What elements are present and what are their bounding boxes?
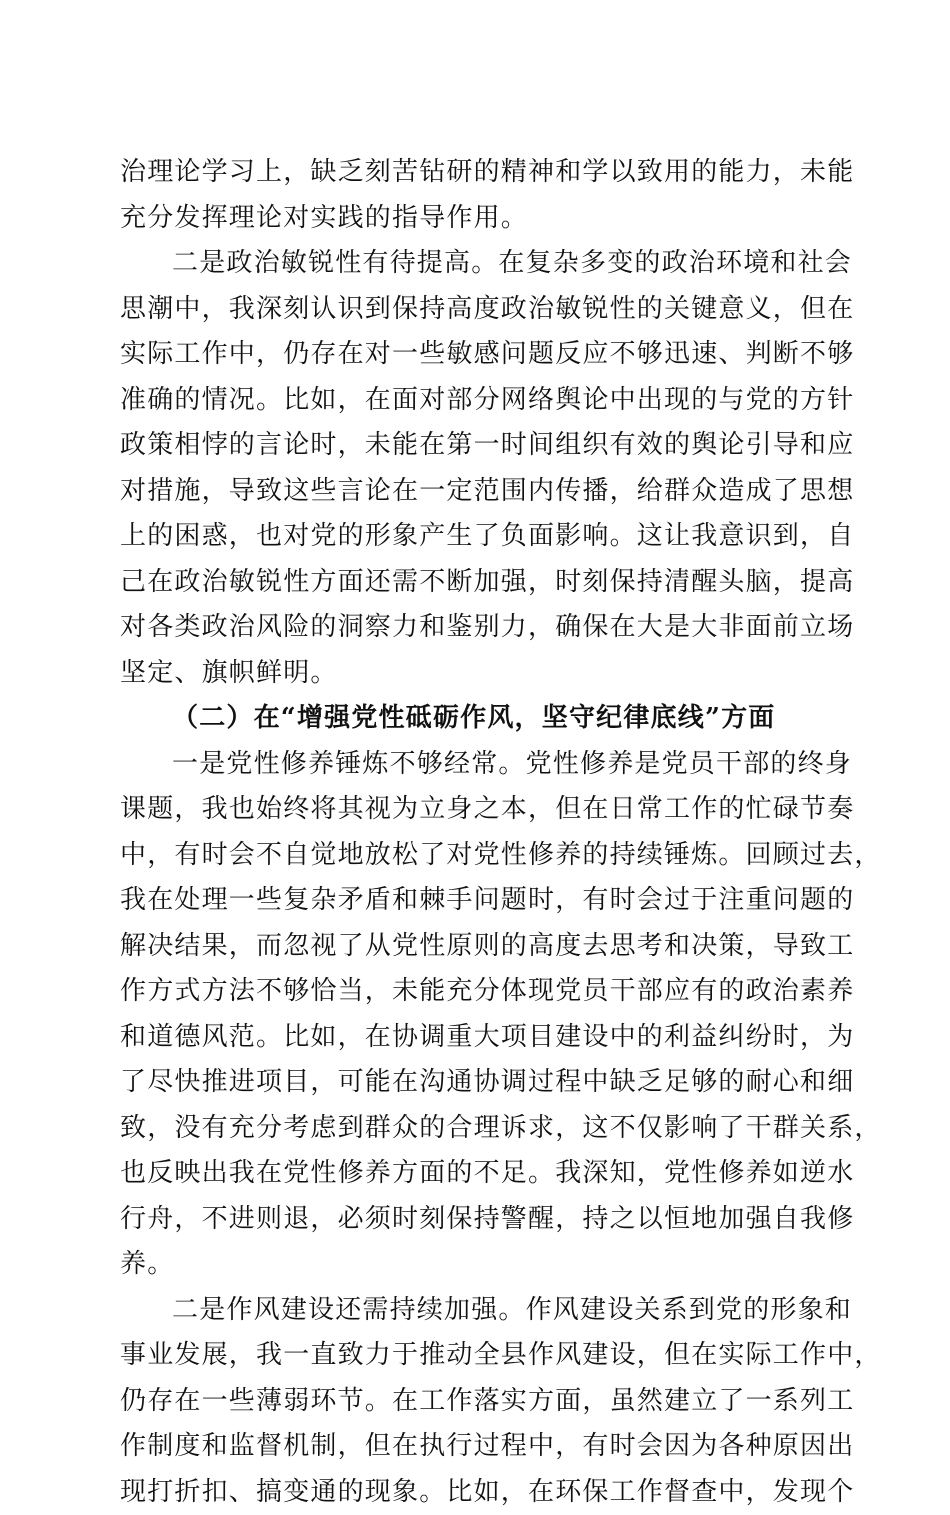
- text-line: 二是政治敏锐性有待提高。在复杂多变的政治环境和社会: [120, 241, 830, 287]
- text-line: 我在处理一些复杂矛盾和棘手问题时，有时会过于注重问题的: [120, 878, 830, 924]
- text-line: 二是作风建设还需持续加强。作风建设关系到党的形象和: [120, 1288, 830, 1334]
- text-line: 思潮中，我深刻认识到保持高度政治敏锐性的关键意义，但在: [120, 287, 830, 333]
- text-line: 现打折扣、搞变通的现象。比如，在环保工作督查中，发现个: [120, 1470, 830, 1515]
- text-line: 课题，我也始终将其视为立身之本，但在日常工作的忙碌节奏: [120, 787, 830, 833]
- text-line: 事业发展，我一直致力于推动全县作风建设，但在实际工作中，: [120, 1333, 830, 1379]
- text-line: 仍存在一些薄弱环节。在工作落实方面，虽然建立了一系列工: [120, 1379, 830, 1425]
- text-line: 也反映出我在党性修养方面的不足。我深知，党性修养如逆水: [120, 1151, 830, 1197]
- text-line: 行舟，不进则退，必须时刻保持警醒，持之以恒地加强自我修: [120, 1197, 830, 1243]
- paragraph-party-spirit: [120, 742, 830, 1288]
- text-line: 政策相悖的言论时，未能在第一时间组织有效的舆论引导和应: [120, 423, 830, 469]
- text-line: 充分发挥理论对实践的指导作用。: [120, 196, 830, 242]
- text-line: 作制度和监督机制，但在执行过程中，有时会因为各种原因出: [120, 1424, 830, 1470]
- text-line: 上的困惑，也对党的形象产生了负面影响。这让我意识到，自: [120, 514, 830, 560]
- document-body: [120, 150, 830, 1515]
- text-line: 对措施，导致这些言论在一定范围内传播，给群众造成了思想: [120, 469, 830, 515]
- text-line: 治理论学习上，缺乏刻苦钻研的精神和学以致用的能力，未能: [120, 150, 830, 196]
- text-line: 养。: [120, 1242, 830, 1288]
- text-line: 和道德风范。比如，在协调重大项目建设中的利益纠纷时，为: [120, 1015, 830, 1061]
- paragraph-continuation: [120, 150, 830, 241]
- text-line: 解决结果，而忽视了从党性原则的高度去思考和决策，导致工: [120, 924, 830, 970]
- text-line: 对各类政治风险的洞察力和鉴别力，确保在大是大非面前立场: [120, 605, 830, 651]
- text-line: 中，有时会不自觉地放松了对党性修养的持续锤炼。回顾过去，: [120, 833, 830, 879]
- paragraph-work-style: [120, 1288, 830, 1515]
- text-line: 实际工作中，仍存在对一些敏感问题反应不够迅速、判断不够: [120, 332, 830, 378]
- text-line: 作方式方法不够恰当，未能充分体现党员干部应有的政治素养: [120, 969, 830, 1015]
- text-line: 了尽快推进项目，可能在沟通协调过程中缺乏足够的耐心和细: [120, 1060, 830, 1106]
- text-line: 准确的情况。比如，在面对部分网络舆论中出现的与党的方针: [120, 378, 830, 424]
- text-line: 坚定、旗帜鲜明。: [120, 651, 830, 697]
- text-line: 一是党性修养锤炼不够经常。党性修养是党员干部的终身: [120, 742, 830, 788]
- section-heading: （二）在“增强党性砥砺作风，坚守纪律底线”方面: [120, 696, 830, 742]
- paragraph-political-sensitivity: [120, 241, 830, 696]
- text-line: 致，没有充分考虑到群众的合理诉求，这不仅影响了干群关系，: [120, 1106, 830, 1152]
- text-line: 己在政治敏锐性方面还需不断加强，时刻保持清醒头脑，提高: [120, 560, 830, 606]
